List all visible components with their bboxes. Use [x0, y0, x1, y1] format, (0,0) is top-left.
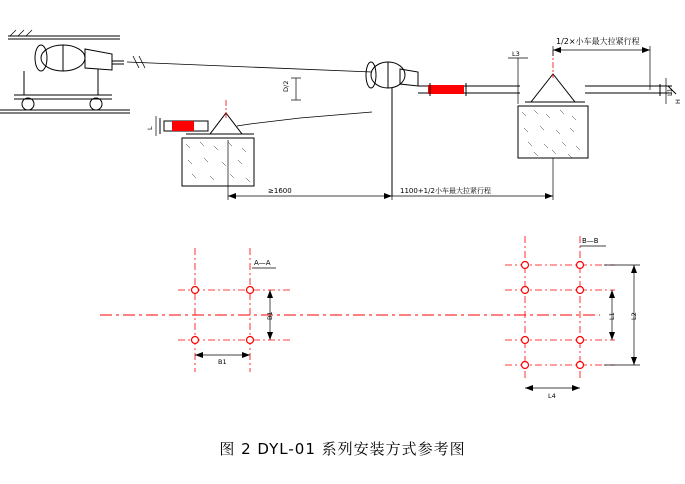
label-dim-h-right: H — [674, 99, 682, 104]
label-section-a-a: A—A — [254, 259, 271, 267]
label-dim-d2: D/2 — [282, 80, 290, 92]
label-plan-left-b1-vertical: B1 — [266, 311, 274, 320]
label-section-b-b: B—B — [582, 237, 599, 245]
elevation-view — [0, 30, 682, 200]
label-half-trolley-stroke: 1/2×小车最大拉紧行程 — [556, 37, 640, 46]
anchor-block-left — [160, 100, 254, 186]
label-dim-l1-right: L1 — [666, 88, 674, 96]
label-dim-min-1600: ≥1600 — [268, 187, 292, 195]
plan-view-right — [505, 236, 640, 400]
crane-trolley-assembly — [0, 30, 130, 113]
label-plan-right-l1: L1 — [608, 312, 616, 320]
anchor-block-right — [518, 50, 676, 158]
rope-line — [127, 56, 372, 126]
figure-caption: 图 2 DYL-01 系列安装方式参考图 — [219, 440, 466, 458]
label-plan-right-l2: L2 — [630, 312, 638, 320]
label-plan-left-b1-horizontal: B1 — [218, 358, 227, 366]
label-dim-l3: L3 — [512, 50, 520, 58]
label-dim-1100-plus: 1100+1/2小车最大拉紧行程 — [400, 187, 491, 195]
label-plan-right-l4: L4 — [548, 392, 556, 400]
label-dim-l-left: L — [146, 126, 154, 130]
tension-rod — [418, 83, 520, 96]
